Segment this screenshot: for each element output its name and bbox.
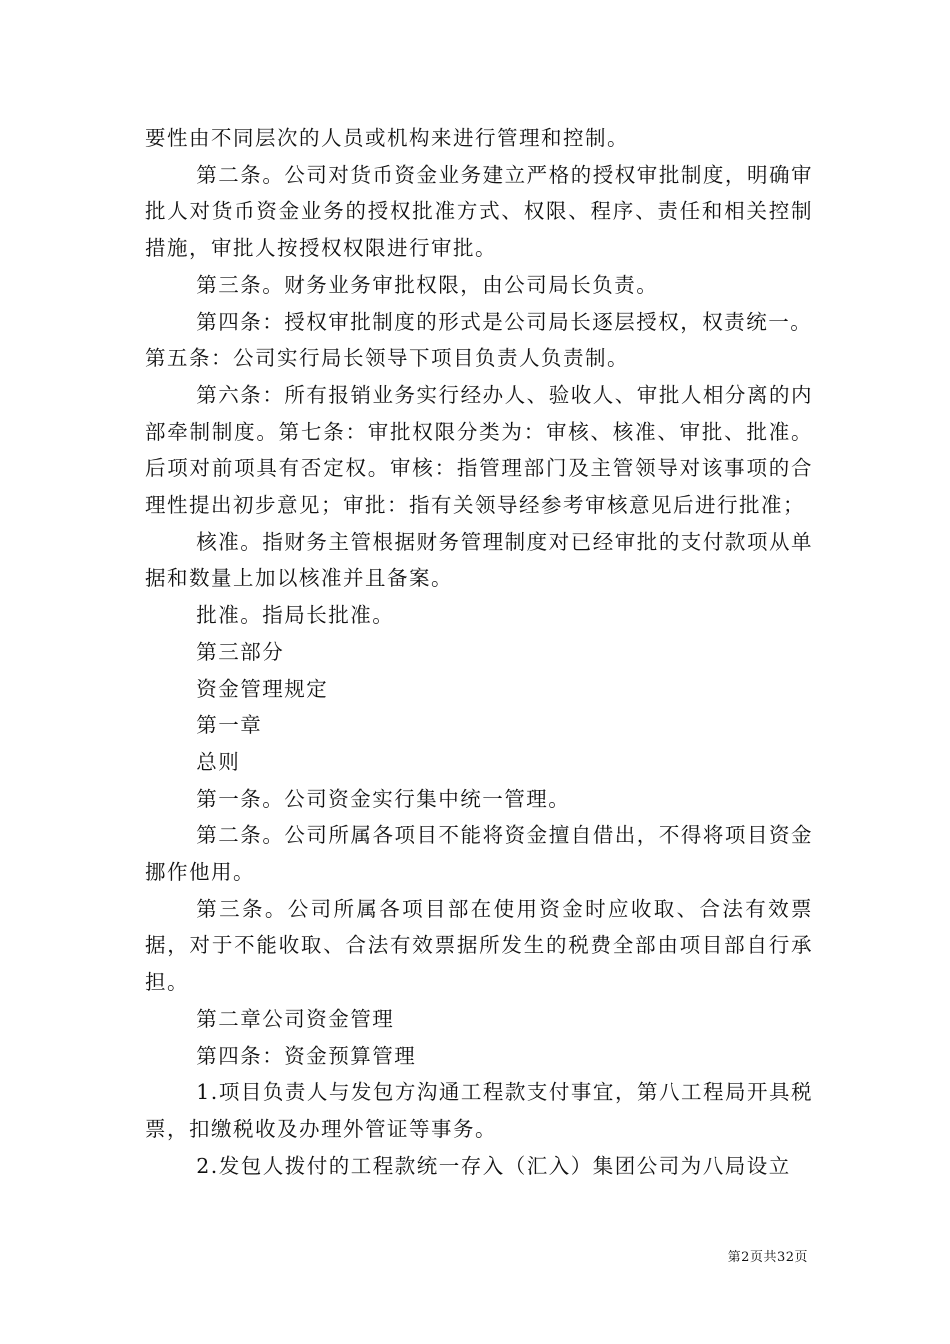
paragraph: 第四条：资金预算管理 xyxy=(196,1043,417,1068)
section-heading: 资金管理规定 xyxy=(196,676,329,701)
chapter-heading: 第一章 xyxy=(196,713,263,738)
paragraph: 第一条。公司资金实行集中统一管理。 xyxy=(196,786,571,811)
paragraph: 1.项目负责人与发包方沟通工程款支付事宜，第八工程局开具税票，扣缴税收及办理外管证等事务。 xyxy=(145,1080,813,1141)
paragraph: 第三条。财务业务审批权限，由公司局长负责。 xyxy=(196,272,659,297)
paragraph: 核准。指财务主管根据财务管理制度对已经审批的支付款项从单据和数量上加以核准并且备案。 xyxy=(145,529,813,591)
paragraph: 第五条：公司实行局长领导下项目负责人负责制。 xyxy=(145,346,629,371)
paragraph: 2.发包人拨付的工程款统一存入（汇入）集团公司为八局设立 xyxy=(196,1153,791,1178)
paragraph: 批准。指局长批准。 xyxy=(196,603,395,628)
paragraph: 第二条。公司对货币资金业务建立严格的授权审批制度，明确审批人对货币资金业务的授权批准方式、权限、程序、责任和相关控制措施，审批人按授权权限进行审批。 xyxy=(145,162,813,261)
paragraph: 第六条：所有报销业务实行经办人、验收人、审批人相分离的内部牵制制度。第七条：审批权限分类为：审核、核准、审批、批准。后项对前项具有否定权。审核：指管理部门及主管领导对该事项的合理性提出初步意见；审批：指有关领导经参考审核意见后进行批准； xyxy=(145,382,813,518)
chapter-heading: 总则 xyxy=(196,749,241,774)
page-number: 第2页共32页 xyxy=(727,1250,808,1265)
section-heading: 第三部分 xyxy=(196,639,285,664)
paragraph: 第三条。公司所属各项目部在使用资金时应收取、合法有效票据，对于不能收取、合法有效票据所发生的税费全部由项目部自行承担。 xyxy=(145,896,813,995)
document-body xyxy=(145,120,813,1184)
paragraph: 第二条。公司所属各项目不能将资金擅自借出，不得将项目资金挪作他用。 xyxy=(145,823,813,885)
paragraph: 第四条：授权审批制度的形式是公司局长逐层授权，权责统一。 xyxy=(196,309,813,334)
chapter-heading: 第二章公司资金管理 xyxy=(196,1006,395,1031)
paragraph: 要性由不同层次的人员或机构来进行管理和控制。 xyxy=(145,126,629,150)
